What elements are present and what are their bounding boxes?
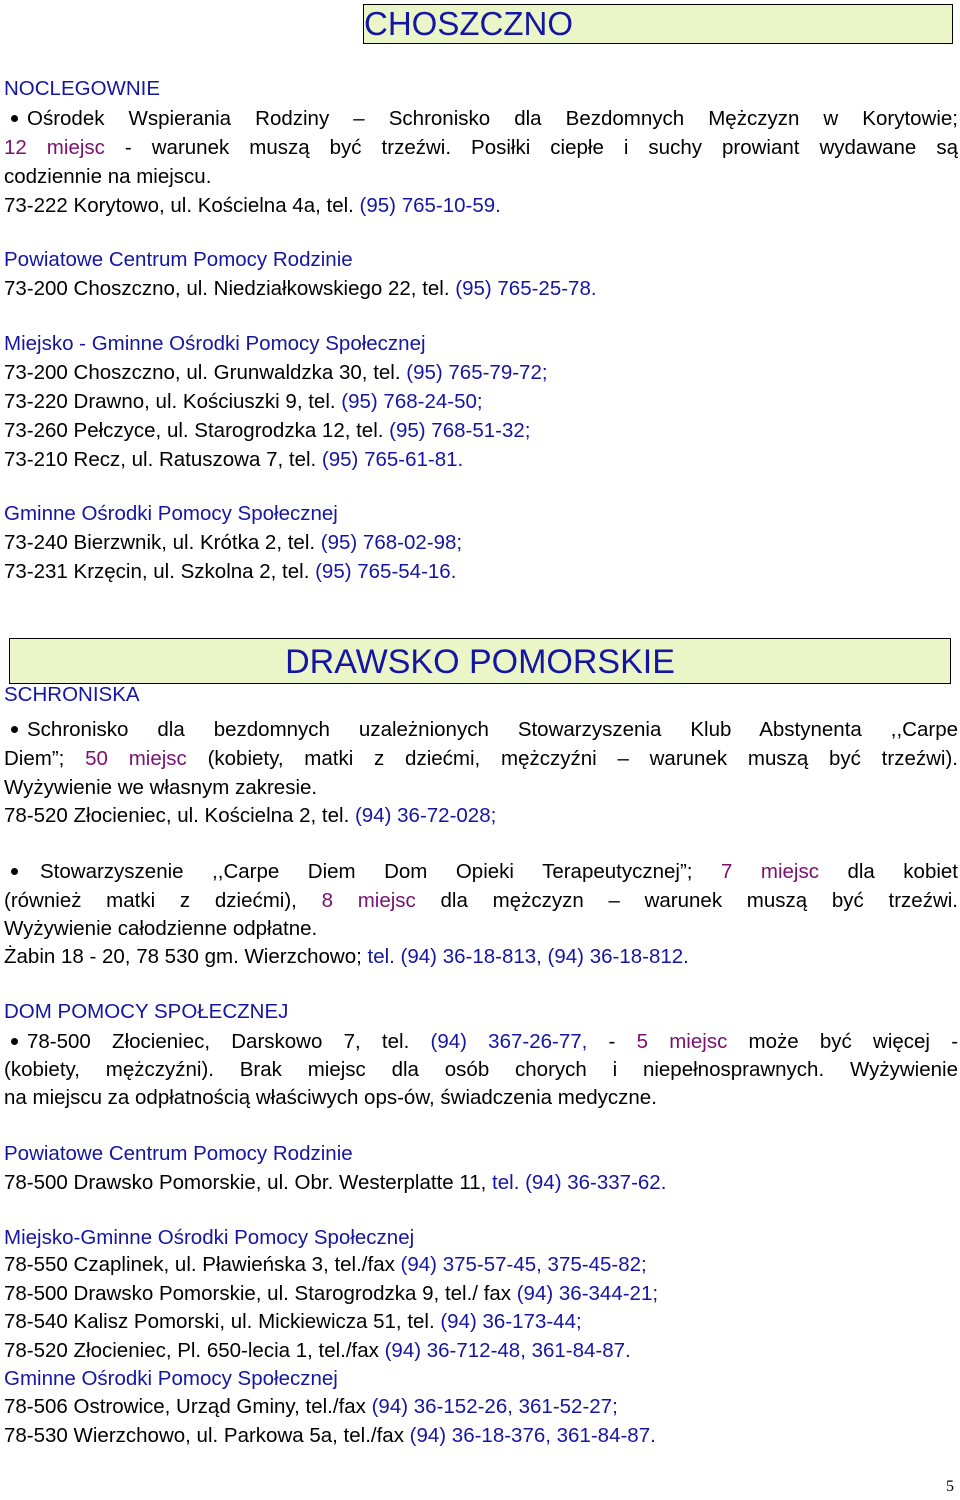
- noclegownie-heading: NOCLEGOWNIE: [4, 77, 161, 100]
- s2-line-2: [4, 886, 958, 915]
- shelter-address: [4, 191, 958, 220]
- phone-number: (94) 36-173-44;: [440, 1310, 582, 1333]
- bullet-icon: [11, 1038, 18, 1045]
- bullet-icon: [11, 868, 18, 875]
- places-count: 12 miejsc: [4, 136, 105, 159]
- phone-number: (95) 765-61-81.: [321, 448, 464, 471]
- gops-heading: Gminne Ośrodki Pomocy Społecznej: [4, 502, 338, 525]
- section-title-text: CHOSZCZNO: [364, 5, 573, 42]
- phone-number: (95) 765-79-72;: [406, 361, 548, 384]
- mgops-row: [4, 445, 958, 474]
- dps-heading: DOM POMOCY SPOŁECZNEJ: [4, 1000, 289, 1023]
- address-text: 73-231 Krzęcin, ul. Szkolna 2, tel.: [4, 560, 316, 583]
- mgops-row: [4, 1307, 958, 1336]
- shelter-line-2: [4, 133, 958, 162]
- s1-line-2: [4, 744, 958, 773]
- s1-line-2c: (kobiety, matki z dziećmi, mężczyźni – warunek muszą być trzeźwi).: [186, 747, 958, 770]
- s2-line-1c: dla kobiet: [818, 860, 959, 883]
- address-text: 73-222 Korytowo, ul. Kościelna 4a, tel.: [4, 194, 360, 217]
- mgops-row: [4, 1279, 958, 1308]
- dps-line-2: (kobiety, mężczyźni). Brak miejsc dla osób chorych i niepełnosprawnych. Wyżywienie: [4, 1058, 958, 1081]
- address-text: 73-210 Recz, ul. Ratuszowa 7, tel.: [4, 448, 322, 471]
- s1-address: [4, 801, 958, 830]
- s2-line-3: Wyżywienie całodzienne odpłatne.: [4, 917, 318, 940]
- s1-line-2a: Diem”;: [4, 747, 86, 770]
- s2-line-2c: dla mężczyzn – warunek muszą być trzeźwi.: [415, 889, 958, 912]
- mgops-row: [4, 387, 958, 416]
- pcpr-heading: Powiatowe Centrum Pomocy Rodzinie: [4, 248, 353, 271]
- gops-row: [4, 1421, 958, 1450]
- gops-row: [4, 1392, 958, 1421]
- phone-number: (95) 768-24-50;: [341, 390, 483, 413]
- mgops-heading: Miejsko - Gminne Ośrodki Pomocy Społecznej: [4, 332, 426, 355]
- address-text: 73-200 Choszczno, ul. Niedziałkowskiego 22, tel.: [4, 277, 456, 300]
- address-text: 78-550 Czaplinek, ul. Pławieńska 3, tel./fax: [4, 1253, 401, 1276]
- pcpr-address: [4, 1168, 958, 1197]
- mgops-row: [4, 1250, 958, 1279]
- s1-line-3: Wyżywienie we własnym zakresie.: [4, 776, 318, 799]
- address-text: 73-260 Pełczyce, ul. Starogrodzka 12, tel.: [4, 419, 390, 442]
- places-count: 7 miejsc: [720, 860, 819, 883]
- address-text: 73-220 Drawno, ul. Kościuszki 9, tel.: [4, 390, 342, 413]
- dps-line-3: na miejscu za odpłatnością właściwych ops-ów, świadczenia medyczne.: [4, 1086, 657, 1109]
- phone-number: tel. (94) 36-18-813, (94) 36-18-812.: [367, 945, 689, 968]
- gops-row: [4, 528, 958, 557]
- phone-number: (95) 768-02-98;: [320, 531, 463, 554]
- places-count: 8 miejsc: [321, 889, 416, 912]
- gops-heading: Gminne Ośrodki Pomocy Społecznej: [4, 1367, 338, 1390]
- gops-row: [4, 557, 958, 586]
- s2-line-1a: Stowarzyszenie ,,Carpe Diem Dom Opieki Terapeutycznej”;: [40, 860, 721, 883]
- address-text: 78-540 Kalisz Pomorski, ul. Mickiewicza 51, tel.: [4, 1310, 441, 1333]
- section-title-text: DRAWSKO POMORSKIE: [285, 643, 675, 681]
- phone-number: (95) 765-25-78.: [455, 277, 597, 300]
- phone-number: (94) 36-344-21;: [516, 1282, 659, 1305]
- pcpr-heading: Powiatowe Centrum Pomocy Rodzinie: [4, 1142, 353, 1165]
- phone-number: (95) 765-10-59.: [359, 194, 501, 217]
- dps-line-1c: -: [587, 1030, 637, 1053]
- mgops-row: [4, 358, 958, 387]
- phone-number: (94) 36-72-028;: [354, 804, 497, 827]
- address-text: 78-520 Złocieniec, ul. Kościelna 2, tel.: [4, 804, 355, 827]
- dps-line-1: [27, 1027, 958, 1056]
- address-text: Żabin 18 - 20, 78 530 gm. Wierzchowo;: [4, 945, 368, 968]
- phone-number: (94) 36-152-26, 361-52-27;: [371, 1395, 618, 1418]
- section-title-drawsko: [9, 638, 951, 684]
- s2-line-2a: (również matki z dziećmi),: [4, 889, 322, 912]
- phone-number: (94) 367-26-77,: [430, 1030, 588, 1053]
- dps-line-1e: może być więcej -: [727, 1030, 959, 1053]
- phone-number: tel. (94) 36-337-62.: [492, 1171, 667, 1194]
- shelter-line-3: codziennie na miejscu.: [4, 165, 212, 188]
- address-text: 78-520 Złocieniec, Pl. 650-lecia 1, tel./fax: [4, 1339, 385, 1362]
- dps-line-1a: 78-500 Złocieniec, Darskowo 7, tel.: [27, 1030, 431, 1053]
- phone-number: (95) 768-51-32;: [389, 419, 531, 442]
- section-title-choszczno: [363, 4, 953, 44]
- address-text: 78-530 Wierzchowo, ul. Parkowa 5a, tel./fax: [4, 1424, 410, 1447]
- mgops-row: [4, 1336, 958, 1365]
- s2-address: [4, 942, 958, 971]
- places-count: 5 miejsc: [636, 1030, 728, 1053]
- address-text: 78-500 Drawsko Pomorskie, ul. Obr. Westerplatte 11,: [4, 1171, 493, 1194]
- s2-line-1: [40, 857, 958, 886]
- places-count: 50 miejsc: [85, 747, 187, 770]
- address-text: 73-240 Bierzwnik, ul. Krótka 2, tel.: [4, 531, 321, 554]
- address-text: 73-200 Choszczno, ul. Grunwaldzka 30, tel.: [4, 361, 407, 384]
- shelter-line-2-text: - warunek muszą być trzeźwi. Posiłki ciepłe i suchy prowiant wydawane są: [104, 136, 958, 159]
- mgops-row: [4, 416, 958, 445]
- schroniska-heading: SCHRONISKA: [4, 683, 140, 706]
- bullet-icon: [11, 726, 18, 733]
- address-text: 78-500 Drawsko Pomorskie, ul. Starogrodzka 9, tel./ fax: [4, 1282, 517, 1305]
- pcpr-address: [4, 274, 958, 303]
- phone-number: (94) 36-712-48, 361-84-87.: [384, 1339, 631, 1362]
- phone-number: (95) 765-54-16.: [315, 560, 457, 583]
- bullet-icon: [11, 115, 18, 122]
- address-text: 78-506 Ostrowice, Urząd Gminy, tel./fax: [4, 1395, 372, 1418]
- page-number: 5: [946, 1478, 954, 1495]
- phone-number: (94) 375-57-45, 375-45-82;: [400, 1253, 647, 1276]
- shelter-line-1: Ośrodek Wspierania Rodziny – Schronisko dla Bezdomnych Mężczyzn w Korytowie;: [27, 107, 958, 130]
- s1-line-1: Schronisko dla bezdomnych uzależnionych Stowarzyszenia Klub Abstynenta ,,Carpe: [27, 718, 958, 741]
- mgops-heading: Miejsko-Gminne Ośrodki Pomocy Społecznej: [4, 1226, 415, 1249]
- phone-number: (94) 36-18-376, 361-84-87.: [409, 1424, 656, 1447]
